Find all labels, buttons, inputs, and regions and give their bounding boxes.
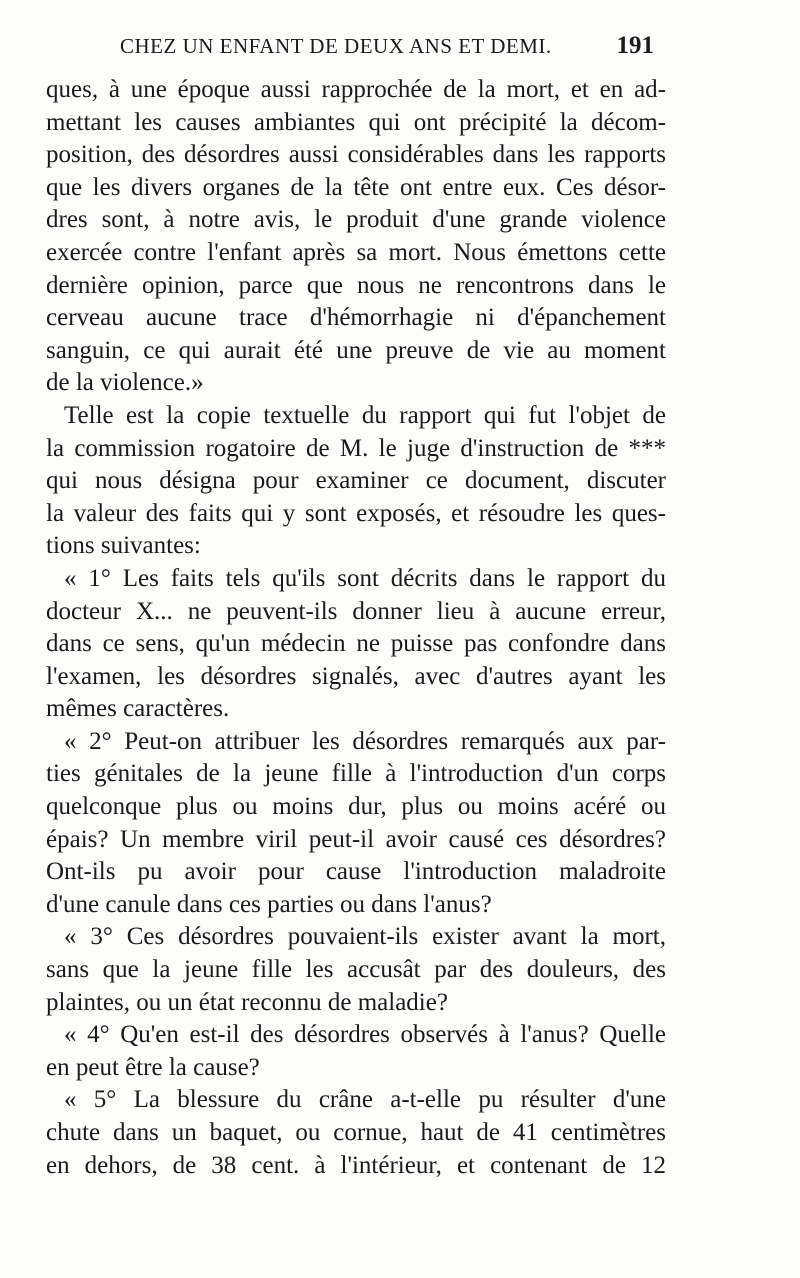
text-line: la valeur des faits qui y sont exposés, et résoudre les ques- (46, 499, 666, 527)
text-line: Telle est la copie textuelle du rapport qui fut l'objet de (64, 401, 666, 429)
text-line: sanguin, ce qui aurait été une preuve de vie au moment (46, 336, 666, 364)
text-line: en peut être la cause? (46, 1053, 260, 1081)
text-line: exercée contre l'enfant après sa mort. Nous émettons cette (46, 238, 666, 266)
page-header (100, 28, 660, 68)
text-line: ques, à une époque aussi rapprochée de la mort, et en ad- (46, 76, 666, 103)
text-line: que les divers organes de la tête ont entre eux. Ces désor- (46, 173, 666, 201)
text-line: « 4° Qu'en est-il des désordres observés à l'anus? Quelle (64, 1021, 666, 1049)
text-line: docteur X... ne peuvent-ils donner lieu à aucune erreur, (46, 597, 666, 625)
text-line: l'examen, les désordres signalés, avec d'autres ayant les (46, 662, 666, 690)
text-line: épais? Un membre viril peut-il avoir causé ces désordres? (46, 825, 666, 853)
body-text (46, 74, 666, 1182)
text-line: chute dans un baquet, ou cornue, haut de 41 centimètres (46, 1119, 666, 1146)
text-line: tions suivantes: (46, 532, 201, 560)
text-line: plaintes, ou un état reconnu de maladie? (46, 988, 448, 1016)
text-line: qui nous désigna pour examiner ce document, discuter (46, 467, 666, 495)
text-line: mêmes caractères. (46, 695, 230, 723)
text-line: de la violence.» (46, 369, 204, 397)
page-number: 191 (616, 32, 654, 59)
text-line: « 1° Les faits tels qu'ils sont décrits dans le rapport du (64, 564, 666, 592)
text-line: position, des désordres aussi considérables dans les rapports (46, 141, 666, 169)
text-line: dernière opinion, parce que nous ne rencontrons dans le (46, 271, 666, 299)
text-line: « 5° La blessure du crâne a-t-elle pu résulter d'une (64, 1086, 666, 1114)
text-line: d'une canule dans ces parties ou dans l'anus? (46, 890, 492, 918)
text-line: dans ce sens, qu'un médecin ne puisse pas confondre dans (46, 630, 666, 658)
text-line: ties génitales de la jeune fille à l'introduction d'un corps (46, 760, 666, 788)
text-line: quelconque plus ou moins dur, plus ou moins acéré ou (46, 793, 666, 821)
text-line: cerveau aucune trace d'hémorrhagie ni d'épanchement (46, 304, 666, 332)
text-line: mettant les causes ambiantes qui ont précipité la décom- (46, 108, 666, 136)
text-line: dres sont, à notre avis, le produit d'une grande violence (46, 206, 666, 234)
text-line: la commission rogatoire de M. le juge d'instruction de *** (46, 434, 666, 462)
text-line: « 2° Peut-on attribuer les désordres remarqués aux par- (64, 727, 666, 755)
text-line: Ont-ils pu avoir pour cause l'introduction maladroite (46, 858, 666, 886)
text-line: « 3° Ces désordres pouvaient-ils exister avant la mort, (64, 923, 666, 951)
text-line: en dehors, de 38 cent. à l'intérieur, et contenant de 12 (46, 1151, 666, 1179)
text-line: sans que la jeune fille les accusât par des douleurs, des (46, 956, 666, 984)
running-title: CHEZ UN ENFANT DE DEUX ANS ET DEMI. (120, 34, 552, 58)
